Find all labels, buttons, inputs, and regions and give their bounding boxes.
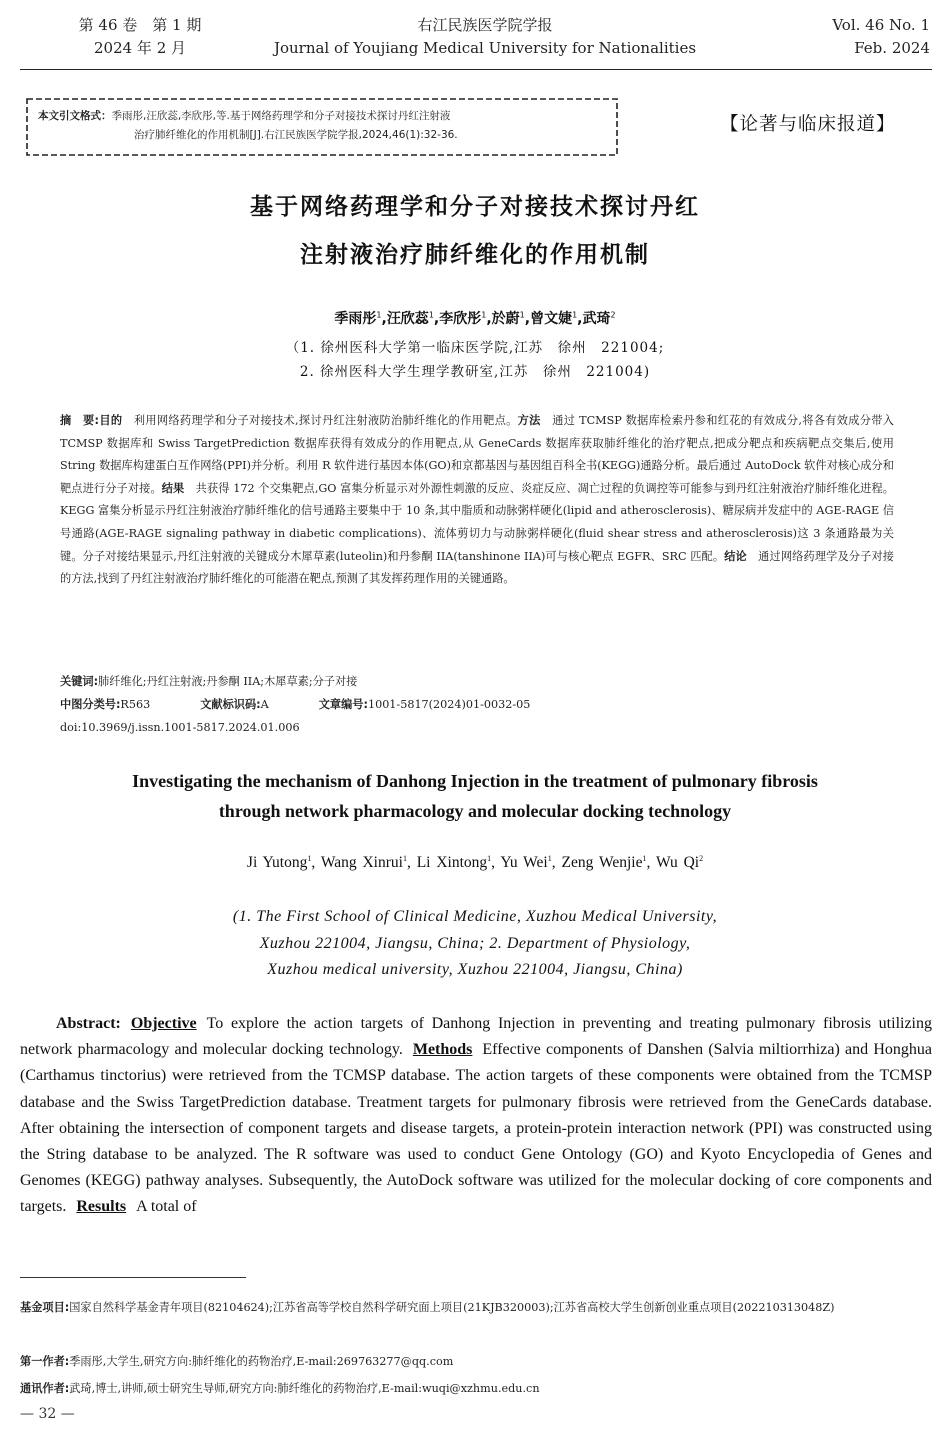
affiliation-en-line3: Xuzhou medical university, Xuzhou 221004, Jiangsu, China) bbox=[267, 961, 683, 978]
authors-cn: 季雨彤$^1$,汪欣蕊$^1$,李欣彤$^1$,於蔚$^1$,曾文婕$^1$,武琦$^2$ bbox=[334, 310, 616, 327]
affiliation-en-line2: Xuzhou 221004, Jiangsu, China; 2. Department of Physiology, bbox=[259, 934, 691, 952]
results-en-label: Results bbox=[76, 1198, 127, 1216]
objective-cn-label: 目的 bbox=[99, 414, 123, 427]
header-center bbox=[240, 14, 730, 60]
results-en: A total of bbox=[136, 1198, 197, 1216]
fund-text: 国家自然科学基金青年项目(82104624);江苏省高等学校自然科学研究面上项目(21KJB320003);江苏省高校大学生创新创业重点项目(202210313048Z) bbox=[69, 1301, 835, 1314]
methods-cn-label: 方法 bbox=[517, 414, 541, 427]
author-aff: 1 bbox=[642, 854, 647, 863]
conclusion-cn-label: 结论 bbox=[724, 549, 747, 563]
author-aff: 1 bbox=[572, 310, 578, 320]
header-rule bbox=[20, 69, 932, 70]
author-cn: 汪欣蕊 bbox=[386, 311, 429, 327]
citation-box bbox=[24, 96, 620, 158]
objective-en-label: Objective bbox=[130, 1015, 197, 1032]
author-en: Yu Wei bbox=[500, 854, 548, 872]
date-cn: 2024 年 2 月 bbox=[93, 39, 187, 57]
affiliation-en bbox=[0, 904, 950, 984]
author-aff: 1 bbox=[376, 310, 382, 320]
methods-en-label: Methods bbox=[412, 1041, 473, 1059]
author-cn: 季雨彤 bbox=[334, 311, 377, 327]
author-aff: 1 bbox=[547, 854, 552, 863]
results-cn-label: 结果 bbox=[161, 481, 185, 495]
first-author-text: 季雨彤,大学生,研究方向:肺纤维化的药物治疗,E-mail:269763277@qq.com bbox=[69, 1355, 454, 1368]
classification bbox=[60, 694, 894, 716]
keywords bbox=[60, 671, 894, 693]
objective-en: To explore the action targets of Danhong Injection in preventing and treating pulmonary fibrosis utilizing network pharmacology and molecular docking technology. bbox=[20, 1015, 932, 1059]
abstract-en bbox=[20, 1011, 932, 1221]
author-aff: 1 bbox=[428, 310, 434, 320]
citation-line1: 季雨彤,汪欣蕊,李欣彤,等.基于网络药理学和分子对接技术探讨丹红注射液 bbox=[111, 110, 451, 122]
author-en: Li Xintong bbox=[416, 854, 488, 872]
footnote-rule bbox=[20, 1277, 246, 1278]
volume-en: Vol. 46 No. 1 bbox=[832, 16, 930, 34]
author-en: Wu Qi bbox=[655, 854, 700, 872]
results-cn: 共获得 172 个交集靶点,GO 富集分析显示对外源性刺激的反应、炎症反应、凋亡过程的负调控等可能参与到丹红注射液治疗肺纤维化进程。KEGG 富集分析显示丹红注射液治疗肺纤维化的信号通路主要集中于 10 条,其中脂质和动脉粥样硬化(lipid and atherosclerosis)、糖尿病并发症中的 AGE-RAGE 信号通路(AGE-RAGE signaling pathway in diabetic complications)、流体剪切力与动脉粥样硬化(fluid shear stress and atherosclerosis)这 3 条通路最为关键。分子对接结果显示,丹红注射液的关键成分木犀草素(luteolin)和丹参酮 IIA(tanshinone IIA)可与核心靶点 EGFR、SRC 匹配。 bbox=[60, 481, 894, 563]
first-author-label: 第一作者: bbox=[20, 1355, 70, 1368]
article-value: 1001-5817(2024)01-0032-05 bbox=[367, 698, 531, 711]
affiliation-cn-line1: （1. 徐州医科大学第一临床医学院,江苏 徐州 221004; bbox=[285, 340, 665, 356]
title-en-line1: Investigating the mechanism of Danhong Injection in the treatment of pulmonary fibrosis bbox=[132, 771, 818, 791]
keywords-label: 关键词: bbox=[60, 675, 99, 688]
citation-text bbox=[38, 107, 614, 145]
date-en: Feb. 2024 bbox=[854, 39, 930, 57]
affiliation-cn-line2: 2. 徐州医科大学生理学教研室,江苏 徐州 221004) bbox=[299, 364, 651, 380]
author-cn: 曾文婕 bbox=[530, 311, 573, 327]
author-cn: 於蔚 bbox=[491, 311, 520, 327]
doi: doi:10.3969/j.issn.1001-5817.2024.01.006 bbox=[60, 721, 300, 734]
author-aff: 2 bbox=[699, 854, 704, 863]
corresponding-text: 武琦,博士,讲师,硕士研究生导师,研究方向:肺纤维化的药物治疗,E-mail:wuqi@xzhmu.edu.cn bbox=[69, 1382, 540, 1395]
volume-cn: 第 46 卷 第 1 期 bbox=[78, 16, 202, 34]
author-aff: 2 bbox=[610, 310, 616, 320]
footnote-fund bbox=[20, 1297, 932, 1319]
clc-value: R563 bbox=[120, 698, 151, 711]
author-aff: 1 bbox=[402, 854, 407, 863]
author-en: Ji Yutong bbox=[246, 854, 308, 872]
author-cn: 李欣彤 bbox=[439, 311, 482, 327]
title-en bbox=[0, 766, 950, 826]
journal-en: Journal of Youjiang Medical University for Nationalities bbox=[273, 39, 697, 57]
title-en-line2: through network pharmacology and molecular docking technology bbox=[218, 801, 732, 821]
affiliation-en-line1: (1. The First School of Clinical Medicine, Xuzhou Medical University, bbox=[232, 908, 718, 925]
doc-value: A bbox=[260, 698, 269, 711]
title-cn-line1: 基于网络药理学和分子对接技术探讨丹红 bbox=[250, 194, 700, 220]
citation-label: 本文引文格式： bbox=[38, 110, 112, 122]
abstract-en-label: Abstract: bbox=[56, 1015, 121, 1032]
clc-label: 中图分类号: bbox=[60, 698, 121, 711]
abstract-cn bbox=[60, 410, 894, 591]
footnote-corresponding bbox=[20, 1378, 932, 1400]
methods-en: Effective components of Danshen (Salvia miltiorrhiza) and Honghua (Carthamus tinctorius) were retrieved from the TCMSP database. The action targets of these components were obtained from the TCMSP database and the Swiss TargetPrediction database. Treatment targets for pulmonary fibrosis were retrieved from the GeneCards database. After obtaining the intersection of component targets and disease targets, a protein-protein interaction network (PPI) was constructed using the String database to be analyzed. The R software was used to conduct Gene Ontology (GO) and Kyoto Encyclopedia of Genes and Genomes (KEGG) pathway analyses. Subsequently, the AutoDock software was utilized for the molecular docking of core components and targets. bbox=[20, 1041, 933, 1216]
citation-line2: 治疗肺纤维化的作用机制[J].右江民族医学院学报,2024,46(1):32-36. bbox=[134, 129, 458, 141]
author-aff: 1 bbox=[487, 854, 492, 863]
article-label: 文章编号: bbox=[318, 698, 368, 711]
author-en: Wang Xinrui bbox=[320, 854, 403, 872]
journal-cn: 右江民族医学院学报 bbox=[417, 16, 553, 34]
author-aff: 1 bbox=[481, 310, 487, 320]
header-left bbox=[60, 14, 220, 60]
corresponding-label: 通讯作者: bbox=[20, 1382, 70, 1395]
methods-cn: 通过 TCMSP 数据库检索丹参和红花的有效成分,将各有效成分带入 TCMSP 数据库和 Swiss TargetPrediction 数据库获得有效成分的作用靶点,从 GeneCards 数据库获取肺纤维化的治疗靶点,把成分靶点和疾病靶点交集后,使用 String 数据库构建蛋白互作网络(PPI)并分析。利用 R 软件进行基因本体(GO)和京都基因与基因组百科全书(KEGG)通路分析。最后通过 AutoDock 软件对核心成分和靶点进行分子对接。 bbox=[60, 414, 894, 495]
author-aff: 1 bbox=[519, 310, 525, 320]
header-right bbox=[740, 14, 930, 60]
author-aff: 1 bbox=[307, 854, 312, 863]
doc-label: 文献标识码: bbox=[200, 698, 261, 711]
author-cn: 武琦 bbox=[582, 311, 611, 327]
objective-cn: 利用网络药理学和分子对接技术,探讨丹红注射液防治肺纤维化的作用靶点。 bbox=[122, 414, 518, 427]
conclusion-cn: 通过网络药理学及分子对接的方法,找到了丹红注射液治疗肺纤维化的可能潜在靶点,预测了其发挥药理作用的关键通路。 bbox=[60, 549, 894, 586]
keywords-text: 肺纤维化;丹红注射液;丹参酮 IIA;木犀草素;分子对接 bbox=[98, 675, 358, 688]
section-tag: 【论著与临床报道】 bbox=[720, 114, 896, 135]
abstract-cn-label: 摘 要: bbox=[60, 414, 100, 427]
authors-en: Ji Yutong$^1$, Wang Xinrui$^1$, Li Xintong$^1$, Yu Wei$^1$, Zeng Wenjie$^1$, Wu Qi$^2$ bbox=[246, 854, 704, 872]
title-cn-line2: 注射液治疗肺纤维化的作用机制 bbox=[300, 242, 650, 268]
fund-label: 基金项目: bbox=[20, 1301, 70, 1314]
author-en: Zeng Wenjie bbox=[561, 854, 643, 872]
page-number: — 32 — bbox=[20, 1406, 75, 1422]
footnote-first-author bbox=[20, 1351, 932, 1373]
